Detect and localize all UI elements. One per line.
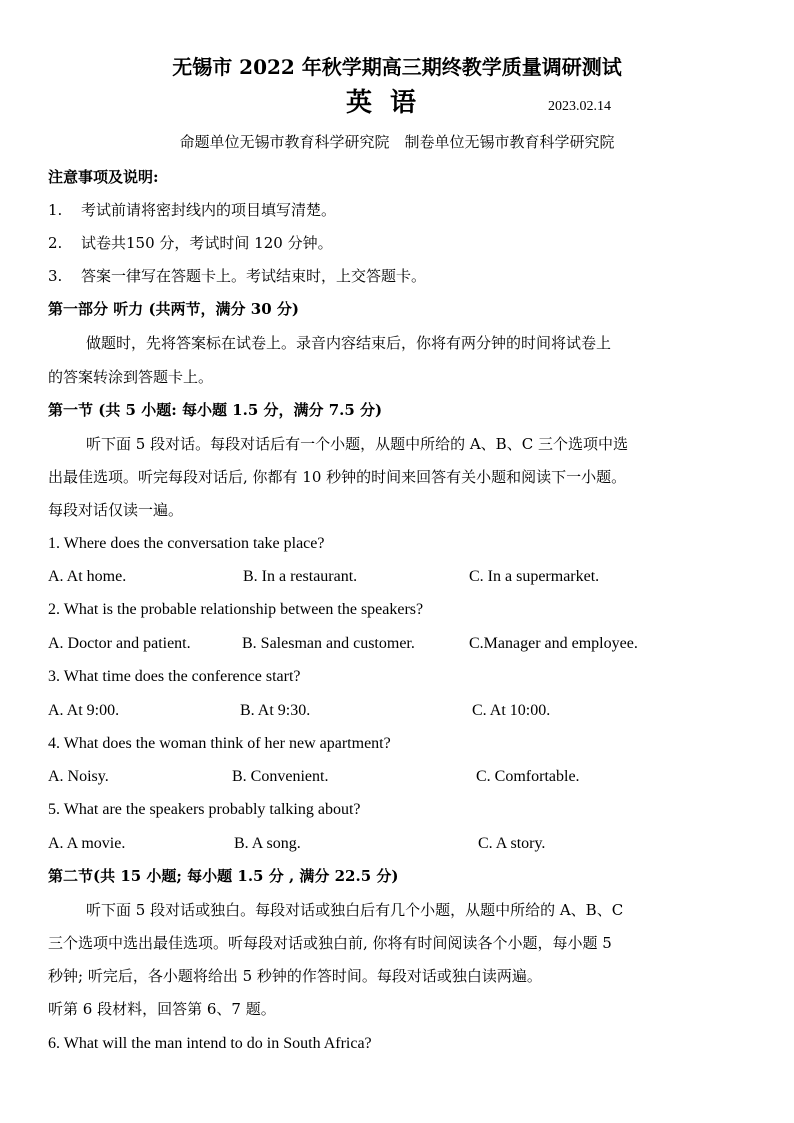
q5-option-a: A. A movie. [48,835,126,852]
note-text: 答案一律写在答题卡上。考试结束时，上交答题卡。 [81,267,427,285]
note-item-2 [48,234,333,252]
section2-intro-line1: 听下面 5 段对话或独白。每段对话或独白后有几个小题，从题中所给的 A、B、C [86,901,624,919]
note-text: 试卷共150 分，考试时间 120 分钟。 [81,234,333,252]
note-item-3 [48,267,427,285]
q3-option-a: A. At 9:00. [48,702,120,719]
section2-heading: 第二节(共 15 小题; 每小题 1.5 分 , 满分 22.5 分) [48,867,399,885]
issuing-units: 命题单位无锡市教育科学研究院 制卷单位无锡市教育科学研究院 [179,133,615,151]
note-number: 3. [48,267,63,285]
q2-option-a: A. Doctor and patient. [48,635,191,652]
q4-option-b: B. Convenient. [232,768,329,785]
exam-date: 2023.02.14 [548,99,611,114]
section1-heading: 第一节 (共 5 小题: 每小题 1.5 分，满分 7.5 分) [48,401,383,419]
question-4: 4. What does the woman think of her new apartment? [48,735,391,752]
exam-title: 无锡市 2022 年秋学期高三期终教学质量调研测试 [172,55,622,79]
part1-heading: 第一部分 听力 (共两节，满分 30 分) [48,300,299,318]
note-text: 考试前请将密封线内的项目填写清楚。 [81,201,337,219]
question-1: 1. Where does the conversation take place? [48,535,325,552]
material-instruction: 听第 6 段材料，回答第 6、7 题。 [48,1000,276,1018]
section2-intro-line3: 秒钟; 听完后，各小题将给出 5 秒钟的作答时间。每段对话或独白读两遍。 [48,967,542,985]
note-number: 1. [48,201,63,219]
question-2: 2. What is the probable relationship between the speakers? [48,601,424,618]
q3-option-b: B. At 9:30. [240,702,311,719]
q4-option-c: C. Comfortable. [476,768,580,785]
q1-option-a: A. At home. [48,568,127,585]
notes-heading: 注意事项及说明: [48,168,159,186]
section1-intro-line3: 每段对话仅读一遍。 [48,501,184,519]
question-6: 6. What will the man intend to do in South Africa? [48,1035,372,1052]
section1-intro-line1: 听下面 5 段对话。每段对话后有一个小题，从题中所给的 A、B、C 三个选项中选 [86,435,628,453]
part1-intro-line2: 的答案转涂到答题卡上。 [48,368,214,386]
q5-option-b: B. A song. [234,835,301,852]
note-number: 2. [48,234,63,252]
q2-option-c: C.Manager and employee. [469,635,638,652]
subject-title: 英语 [346,88,435,118]
q2-option-b: B. Salesman and customer. [242,635,415,652]
note-item-1 [48,201,337,219]
question-3: 3. What time does the conference start? [48,668,301,685]
section1-intro-line2: 出最佳选项。听完每段对话后, 你都有 10 秒钟的时间来回答有关小题和阅读下一小题。 [48,468,627,486]
q4-option-a: A. Noisy. [48,768,109,785]
q1-option-c: C. In a supermarket. [469,568,600,585]
part1-intro-line1: 做题时，先将答案标在试卷上。录音内容结束后，你将有两分钟的时间将试卷上 [86,334,612,352]
q5-option-c: C. A story. [478,835,546,852]
q1-option-b: B. In a restaurant. [243,568,358,585]
question-5: 5. What are the speakers probably talking about? [48,801,361,818]
section2-intro-line2: 三个选项中选出最佳选项。听每段对话或独白前, 你将有时间阅读各个小题，每小题 5 [48,934,612,952]
q3-option-c: C. At 10:00. [472,702,551,719]
